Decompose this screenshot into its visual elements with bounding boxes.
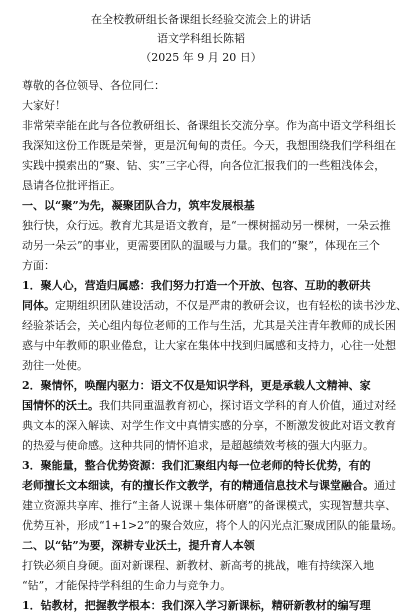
point-heading: 1．钻教材，把握教学根本：我们深入学习新课标，精研新教材的编写理 [22,599,371,612]
document-header [22,10,380,67]
section-paragraph [22,556,380,596]
point-text: 通过 [374,479,396,492]
text-line [22,296,407,316]
point-heading: 1．聚人心，营造归属感：我们努力打造一个开放、包容、互助的教研共 [22,279,371,292]
greeting: 大家好！ [22,99,66,112]
intro-paragraph [22,116,396,196]
text-line: 独行快，众行远。教育尤其是语文教育，是“一棵树摇动另一棵树，一朵云推 [22,219,391,232]
text-line: 非常荣幸能在此与各位教研组长、备课组长交流分享。作为高中语文学科组长 [22,119,396,132]
point-text: 定期组织团队建设活动，不仅是严肃的教研会议，也有轻松的读书沙龙、 [55,299,407,312]
point-paragraph [22,596,380,616]
point-heading: 2．聚情怀，唤醒内驱力：语文不仅是知识学科，更是承载人文精神、家 [22,379,371,392]
text-line [22,396,396,416]
text-line: 打铁必须自身硬。面对新课程、新教材、新高考的挑战，唯有持续深入地 [22,559,374,572]
speech-title: 在全校教研组长备课组长经验交流会上的讲话 [91,13,311,26]
point-heading-end: 国情怀的沃土。 [22,399,99,412]
spacer [22,67,380,76]
text-line: 经验茶话会，关心组内每位老师的工作与生活，尤其是关注青年教师的成长困 [22,319,396,332]
text-line: 恳请各位批评指正。 [22,179,121,192]
text-line [22,476,396,496]
text-line: 优势互补，形成“1+1>2”的聚合效应，将个人的闪光点汇聚成团队的能量场。 [22,519,403,532]
text-line: 实践中摸索出的“聚、钻、实”三字心得，向各位汇报我们的一些粗浅体会， [22,159,386,172]
point-paragraph [22,456,403,536]
text-line: 惑与中年教师的职业倦怠，让大家在集体中找到归属感和支持力，心往一处想 [22,339,396,352]
section-heading: 一、以“聚”为先，凝聚团队合力，筑牢发展根基 [22,199,255,212]
point-paragraph [22,376,396,456]
text-line: 方面： [22,259,55,272]
point-text: 我们共同重温教育初心，探讨语文学科的育人价值，通过对经 [99,399,396,412]
text-line: 动另一朵云”的事业，更需要团队的温暖与力量。我们的“聚”，体现在三个 [22,239,380,252]
salutation: 尊敬的各位领导、各位同仁： [22,79,165,92]
text-line: 我深知这份工作既是荣誉，更是沉甸甸的责任。今天，我想围绕我们学科组在 [22,139,396,152]
point-paragraph [22,276,407,376]
point-heading-end: 同体。 [22,299,55,312]
section-heading: 二、以“钻”为要，深耕专业沃土，提升育人本领 [22,539,255,552]
section-paragraph [22,216,391,276]
text-line: 典文本的深入解读、对学生作文中真情实感的分享，不断激发彼此对语文教育 [22,419,396,432]
speech-author: 语文学科组长陈韬 [157,32,245,45]
text-line: 的热爱与使命感。这种共同的情怀追求，是超越绩效考核的强大内驱力。 [22,439,374,452]
point-heading: 3．聚能量，整合优势资源：我们汇聚组内每一位老师的特长优势，有的 [22,459,371,472]
speech-date: （2025 年 9 月 20 日） [140,51,262,64]
text-line: 劲往一处使。 [22,359,88,372]
text-line: 建立资源共享库、推行“主备人说课＋集体研磨”的备课模式，实现智慧共享、 [22,499,397,512]
text-line: “钻”，才能保持学科组的生命力与竞争力。 [22,579,232,592]
point-heading-end: 老师擅长文本细读，有的擅长作文教学，有的精通信息技术与课堂融合。 [22,479,374,492]
